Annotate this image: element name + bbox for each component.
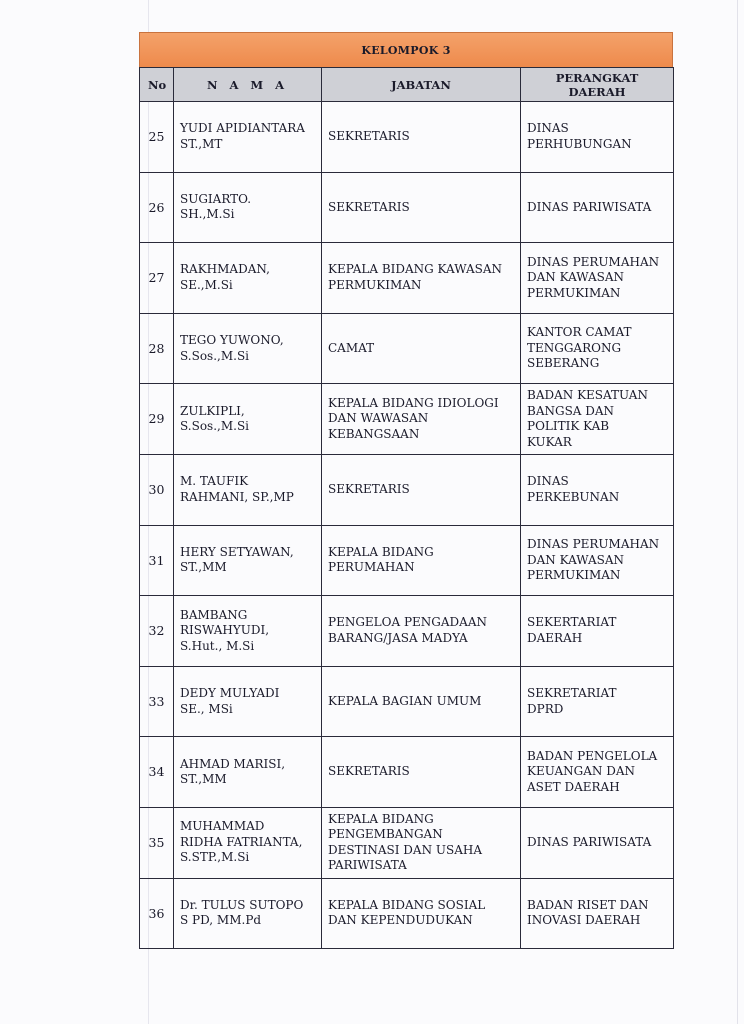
row-position-text: KEPALA BIDANG SOSIAL DAN KEPENDUDUKAN <box>328 897 486 928</box>
row-position-text: KEPALA BIDANG KAWASAN PERMUKIMAN <box>328 262 503 292</box>
row-department-text: KANTOR CAMAT TENGGARONG SEBERANG <box>527 325 632 371</box>
row-number-text: 27 <box>148 270 165 286</box>
row-position <box>322 878 521 949</box>
table-row <box>140 807 674 878</box>
row-department-text: DINAS PARIWISATA <box>527 199 652 214</box>
table-header-row <box>140 68 674 102</box>
row-name <box>174 737 322 808</box>
row-name-text: SUGIARTO. SH.,M.Si <box>180 191 252 222</box>
row-department <box>521 454 674 525</box>
row-name-text: ZULKIPLI, S.Sos.,M.Si <box>180 403 249 434</box>
table-row <box>140 525 674 596</box>
row-position <box>322 384 521 455</box>
row-number <box>140 525 174 596</box>
row-department <box>521 878 674 949</box>
table-row <box>140 454 674 525</box>
row-position <box>322 596 521 667</box>
row-position-text: KEPALA BIDANG IDIOLOGI DAN WAWASAN KEBANGSAAN <box>328 395 499 441</box>
row-name-text: M. TAUFIK RAHMANI, SP.,MP <box>180 474 294 504</box>
table-row <box>140 596 674 667</box>
row-number <box>140 313 174 384</box>
row-position <box>322 807 521 878</box>
row-department-text: DINAS PERKEBUNAN <box>527 474 620 504</box>
row-name <box>174 525 322 596</box>
row-number <box>140 384 174 455</box>
column-header-jabatan: JABATAN <box>322 68 521 102</box>
row-department-text: DINAS PERUMAHAN DAN KAWASAN PERMUKIMAN <box>527 254 660 300</box>
row-name-text: AHMAD MARISI, ST.,MM <box>180 756 286 787</box>
row-department-text: DINAS PARIWISATA <box>527 834 652 849</box>
row-position <box>322 525 521 596</box>
row-department <box>521 243 674 314</box>
row-number <box>140 737 174 808</box>
row-name-text: Dr. TULUS SUTOPO S PD, MM.Pd <box>180 897 304 928</box>
row-name <box>174 243 322 314</box>
row-number-text: 34 <box>148 764 165 780</box>
table-row <box>140 737 674 808</box>
row-number <box>140 172 174 243</box>
row-department <box>521 384 674 455</box>
row-number <box>140 454 174 525</box>
row-department-text: SEKRETARIAT DPRD <box>527 686 617 716</box>
row-position <box>322 313 521 384</box>
member-table <box>139 67 674 949</box>
page-edge-line <box>737 0 738 1024</box>
row-number-text: 33 <box>148 693 165 709</box>
row-department-text: BADAN KESATUAN BANGSA DAN POLITIK KAB KUKAR <box>527 388 648 449</box>
row-number <box>140 807 174 878</box>
row-number <box>140 243 174 314</box>
table-row <box>140 878 674 949</box>
row-position-text: SEKRETARIS <box>328 482 410 497</box>
table-row <box>140 384 674 455</box>
row-name <box>174 454 322 525</box>
row-name <box>174 102 322 173</box>
row-department <box>521 525 674 596</box>
row-department-text: DINAS PERHUBUNGAN <box>527 121 632 151</box>
row-name <box>174 666 322 737</box>
row-position <box>322 102 521 173</box>
row-name <box>174 384 322 455</box>
group-title: KELOMPOK 3 <box>139 32 673 67</box>
row-name-text: RAKHMADAN, SE.,M.Si <box>180 262 270 292</box>
row-position-text: SEKRETARIS <box>328 764 410 779</box>
table-row <box>140 102 674 173</box>
row-name-text: TEGO YUWONO, S.Sos.,M.Si <box>180 333 284 363</box>
table-row <box>140 243 674 314</box>
row-name <box>174 807 322 878</box>
row-position-text: KEPALA BIDANG PENGEMBANGAN DESTINASI DAN USAHA PARIWISATA <box>328 811 483 873</box>
row-name-text: BAMBANG RISWAHYUDI, S.Hut., M.Si <box>180 607 270 653</box>
row-number <box>140 102 174 173</box>
row-number <box>140 666 174 737</box>
row-number-text: 36 <box>148 905 165 921</box>
table-row <box>140 313 674 384</box>
row-name-text: MUHAMMAD RIDHA FATRIANTA, S.STP.,M.Si <box>180 819 303 865</box>
column-header-nama: N A M A <box>174 68 322 102</box>
row-number-text: 31 <box>148 552 165 568</box>
row-position <box>322 737 521 808</box>
row-position-text: SEKRETARIS <box>328 129 410 144</box>
row-name <box>174 596 322 667</box>
row-number-text: 29 <box>148 411 165 427</box>
row-name <box>174 878 322 949</box>
row-department <box>521 313 674 384</box>
row-number <box>140 878 174 949</box>
row-number-text: 28 <box>148 340 165 356</box>
row-department <box>521 807 674 878</box>
table-body <box>140 102 674 949</box>
row-department-text: DINAS PERUMAHAN DAN KAWASAN PERMUKIMAN <box>527 537 660 583</box>
row-department <box>521 172 674 243</box>
row-position <box>322 172 521 243</box>
row-number-text: 35 <box>148 834 165 850</box>
row-number-text: 32 <box>148 623 165 639</box>
row-name <box>174 313 322 384</box>
row-department-text: BADAN RISET DAN INOVASI DAERAH <box>527 897 649 928</box>
row-name-text: YUDI APIDIANTARA ST.,MT <box>180 121 305 151</box>
table-row <box>140 172 674 243</box>
row-department-text: BADAN PENGELOLA KEUANGAN DAN ASET DAERAH <box>527 748 658 794</box>
row-position <box>322 243 521 314</box>
row-position-text: KEPALA BIDANG PERUMAHAN <box>328 544 434 575</box>
row-position-text: PENGELOA PENGADAAN BARANG/JASA MADYA <box>328 615 488 645</box>
row-number-text: 26 <box>148 199 165 215</box>
row-name-text: HERY SETYAWAN, ST.,MM <box>180 544 294 575</box>
row-name-text: DEDY MULYADI SE., MSi <box>180 686 280 716</box>
row-department <box>521 666 674 737</box>
row-position-text: CAMAT <box>328 340 375 355</box>
table-row <box>140 666 674 737</box>
row-department-text: SEKERTARIAT DAERAH <box>527 615 617 645</box>
row-number-text: 30 <box>148 482 165 498</box>
row-position <box>322 454 521 525</box>
column-header-perangkat-daerah: PERANGKAT DAERAH <box>521 68 674 102</box>
row-department <box>521 596 674 667</box>
row-department <box>521 737 674 808</box>
row-department <box>521 102 674 173</box>
row-number-text: 25 <box>148 129 165 145</box>
row-name <box>174 172 322 243</box>
group-table-sheet <box>139 32 673 949</box>
row-position-text: KEPALA BAGIAN UMUM <box>328 693 482 708</box>
row-number <box>140 596 174 667</box>
row-position-text: SEKRETARIS <box>328 199 410 214</box>
row-position <box>322 666 521 737</box>
column-header-no: No <box>140 68 174 102</box>
